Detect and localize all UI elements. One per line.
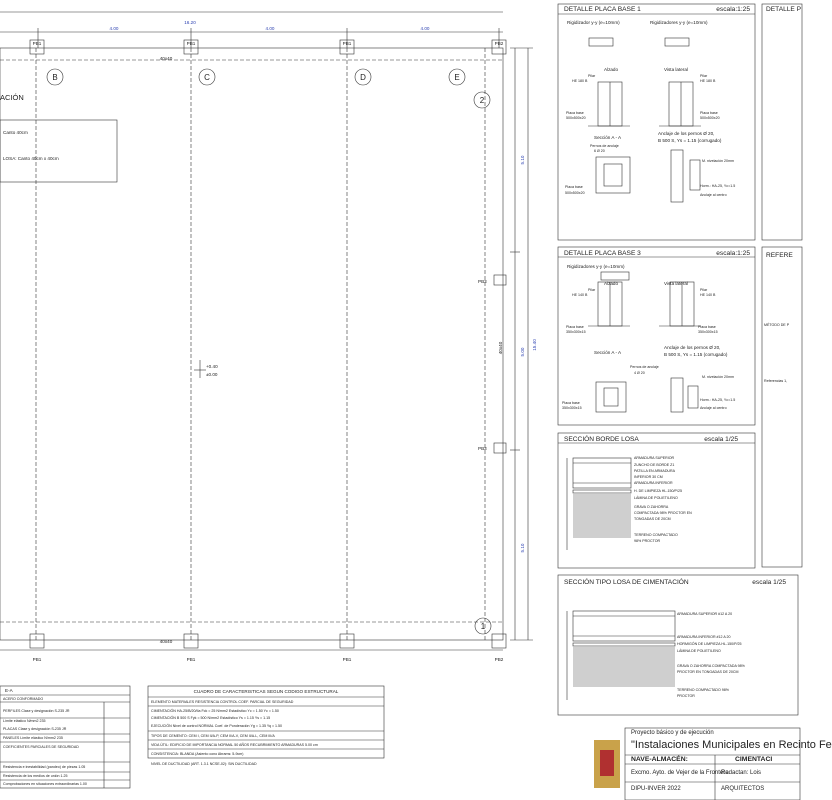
plate-label-bottom: PB1: [342, 657, 352, 662]
plate-label-bottom: PB1: [186, 657, 196, 662]
dim-span-label: 4.00: [265, 26, 275, 31]
borde-label: ARMADURA INFERIOR: [634, 481, 673, 485]
anclaje-centro-label: Anclaje al centro: [700, 193, 727, 197]
characteristics-row: ELEMENTO MATERIALES RESISTENCIA CONTROL COEF. PARCIAL DE SEGURIDAD: [151, 700, 294, 704]
title-block: [625, 728, 832, 800]
borde-label: ARMADURA SUPERIOR: [634, 456, 675, 460]
rigidizador-label: Rigidizadores y-y (e=10mm): [650, 20, 708, 25]
borde-label: GRAVA O ZAHORRA: [634, 505, 669, 509]
characteristics-row: VIDA ÚTIL: EDIFICIO DE IMPORTANCIA NORMAL 50 AÑOS RECUBRIMIENTO ARMADURAS 5.00 cm: [151, 743, 318, 747]
placa-base-label: Placa base: [566, 325, 584, 329]
axis-label: D: [360, 73, 366, 82]
pilar-label: Pilar: [588, 74, 596, 78]
beam-label-bottom: 40x40: [159, 639, 173, 644]
vista-label: Vista lateral: [664, 67, 688, 72]
pernos-dia: 4 Ø 20: [634, 371, 645, 375]
right-dim-label: 5.10: [520, 543, 525, 553]
beam-label-top: 40x40: [159, 56, 173, 61]
anclaje-label: B 500 S, Ys = 1.15 (corrugado): [664, 352, 728, 357]
plate-label-bottom: PB1: [32, 657, 42, 662]
nivelacion-label: M. nivelación 20mm: [702, 159, 734, 163]
tipo-label: GRAVA O ZAHORRA COMPACTADA 98%: [677, 664, 745, 668]
steel-table-row: Comprobaciones en situaciones extraordinarias 1.00: [3, 782, 87, 786]
placa-base-label: Placa base: [566, 111, 584, 115]
metodo-label: MÉTODO DE P: [764, 323, 790, 327]
borde-label: H. DE LIMPIEZA HL-150/P/25: [634, 489, 682, 493]
characteristics-row: EJECUCIÓN Nivel de control NORMAL Coef. de Ponderación Yg = 1.35 Yq = 1.50: [151, 724, 283, 728]
alzado-label: Alzado: [604, 67, 619, 72]
panel-title: REFERE: [766, 252, 793, 259]
placa-base-label: Placa base: [562, 401, 580, 405]
borde-label: LÁMINA DE POLIETILENO: [634, 496, 678, 500]
level-bottom: ±0.00: [206, 372, 218, 377]
borde-slab-section: [573, 458, 631, 488]
pernos-label: Pernos de anclaje: [630, 365, 659, 369]
panel-scale: escala 1/25: [704, 436, 738, 443]
plate-label-side: PB3: [478, 446, 487, 451]
panel-scale: escala:1:25: [716, 250, 750, 257]
tipo-label: ARMADURA SUPERIOR #12 A 20: [677, 612, 733, 616]
right-dim-label: 5.00: [520, 347, 525, 357]
project-name: "Instalaciones Municipales en Recinto Fe: [631, 739, 832, 751]
characteristics-row: CIMENTACIÓN HA-25/B/20/IIa Fck = 25 N/mm2 Estadístico Yc = 1.50 Yc = 1.50: [151, 709, 279, 713]
tipo-label: PROCTOR EN TONGADAS DE 20CM: [677, 670, 739, 674]
characteristics-row: TIPOS DE CEMENTO: CEM I, CEM II/A-P, CEM II/A-V, CEM II/A-L, CEM III/A: [151, 734, 275, 738]
tipo-label: HORMIGÓN DE LIMPIEZA HL-150/P/25: [677, 642, 742, 646]
client-label: Excmo. Ayto. de Vejer de la Frontera: [631, 770, 729, 776]
row-axis-label: 1: [480, 622, 486, 631]
borde-gravel-fill: [573, 494, 631, 538]
project-type: Proyecto básico y de ejecución: [631, 730, 714, 736]
horm-label: Horm.: HA-25, Yc=1.5: [700, 398, 736, 402]
steel-table-row: COEFICIENTES PARCIALES DE SEGURIDAD: [3, 745, 79, 749]
placa-base-dim: 500x500x20: [565, 191, 585, 195]
tipo-label: PROCTOR: [677, 694, 695, 698]
borde-label: INFERIOR 30 CM: [634, 475, 663, 479]
panel-title: DETALLE P: [766, 6, 802, 13]
legend-line: Canto 40cm: [3, 130, 28, 135]
tipo-label: ARMADURA INFERIOR #12 A 20: [677, 635, 731, 639]
steel-table-row: ACERO CONFORMADO: [3, 697, 44, 701]
nivelacion-label: M. nivelación 20mm: [702, 375, 734, 379]
plate-label-top: PB1: [186, 41, 196, 46]
horm-label: Horm.: HA-25, Yc=1.5: [700, 184, 736, 188]
steel-table-title: E-A: [5, 688, 13, 693]
placa-base-label: Placa base: [698, 325, 716, 329]
steel-table-row: PERFILES Clase y designación S-235 JR: [3, 709, 70, 713]
borde-label: COMPACTADA 98% PROCTOR EN: [634, 511, 692, 515]
tipo-label: TERRENO COMPACTADO 98%: [677, 688, 729, 692]
borde-label: TERRENO COMPACTADO: [634, 533, 678, 537]
steel-table-row: Resistencia e inestabilidad (pandeo) de piezas 1.05: [3, 765, 86, 769]
panel-title: DETALLE PLACA BASE 3: [564, 250, 641, 257]
legend-title: ACIÓN: [0, 93, 24, 102]
rigidizador-label: Rigidizadores y-y (e=10mm): [567, 264, 625, 269]
placa-base-dim: 500x500x20: [700, 116, 720, 120]
tipo-label: LÁMINA DE POLIETILENO: [677, 649, 721, 653]
placa-base-dim: 350x300x15: [698, 330, 718, 334]
axis-label: C: [204, 73, 210, 82]
steel-table-row: Resistencia de los medios de unión 1.25: [3, 774, 68, 778]
building-label: NAVE-ALMACÉN:: [631, 756, 688, 763]
architects-label: ARQUITECTOS: [721, 786, 765, 792]
characteristics-row: CIMENTACIÓN B 500 S Fyk = 500 N/mm2 Estadístico Ys = 1.15 Ys = 1.15: [151, 716, 271, 720]
panel-scale: escala:1:25: [716, 6, 750, 13]
seccion-label: Sección A - A: [594, 350, 622, 355]
panel-placa-base-right: [762, 4, 802, 240]
pernos-dia: 6 Ø 20: [594, 149, 605, 153]
placa-base-dim: 350x300x15: [562, 406, 582, 410]
panel-referencias: [762, 247, 802, 567]
vista-label: Vista lateral: [664, 281, 688, 286]
plate-label-top: PB1: [32, 41, 42, 46]
characteristics-table-title: CUADRO DE CARACTERISTICAS SEGUN CODIGO ESTRUCTURAL: [193, 689, 339, 694]
plan-slab-outline: [0, 48, 503, 640]
referencias-label: Referencias 1,: [764, 379, 788, 383]
tipo-slab-section: [573, 611, 675, 641]
pilar-type: HE 180 B: [572, 79, 588, 83]
pilar-type: HE 140 B: [572, 293, 588, 297]
steel-table-row: PANELES Límite elástico N/mm2 235: [3, 736, 63, 740]
borde-label: TONGADAS DE 20CM: [634, 517, 671, 521]
plate-label-top: PB1: [342, 41, 352, 46]
panel-scale: escala 1/25: [752, 579, 786, 586]
steel-table-row: PLACAS Clase y designación S-235 JR: [3, 727, 67, 731]
beam-label-side: 40x40: [498, 341, 503, 355]
placa-base-label: Placa base: [700, 111, 718, 115]
code-label: DIPU-INVER 2022: [631, 786, 681, 792]
anclaje-label: Anclaje de los pernos Ø 20,: [658, 131, 715, 136]
seccion-label: Sección A - A: [594, 135, 622, 140]
axis-label: E: [454, 73, 460, 82]
anclaje-label: B 500 S, Ys = 1.15 (corrugado): [658, 138, 722, 143]
sheet-label: CIMENTACI: [735, 756, 773, 763]
panel-title: SECCIÓN TIPO LOSA DE CIMENTACIÓN: [564, 579, 689, 586]
legend-line: LOSA: Canto 40cm x 40cm: [3, 156, 59, 161]
tipo-gravel-fill: [573, 647, 675, 687]
rigidizador-label: Rigidizador y-y (e=10mm): [567, 20, 620, 25]
plate-label-bottom: PB2: [494, 657, 504, 662]
panel-title: SECCIÓN BORDE LOSA: [564, 436, 639, 443]
steel-table-row: Límite elástico N/mm2 235: [3, 719, 46, 723]
placa-base-label: Placa base: [565, 185, 583, 189]
dim-span-label: 4.00: [420, 26, 430, 31]
borde-label: ZUNCHO DE BORDE Z1: [634, 463, 675, 467]
level-top: +0.40: [206, 364, 218, 369]
alzado-label: Alzado: [604, 281, 619, 286]
dim-span-label: 4.00: [109, 26, 119, 31]
pilar-label: Pilar: [700, 74, 708, 78]
plate-label-top: PB2: [494, 41, 504, 46]
borde-label: 98% PROCTOR: [634, 539, 661, 543]
borde-label: PATILLA EN ARMADURA: [634, 469, 676, 473]
drawn-label: Redactan: Lois: [721, 770, 762, 776]
right-total-label: 15.40: [532, 339, 537, 351]
pilar-label: Pilar: [588, 288, 596, 292]
plate-label-side: PB3: [478, 279, 487, 284]
placa-base-dim: 500x500x20: [566, 116, 586, 120]
dim-total-label: 16.20: [184, 20, 196, 25]
anclaje-centro-label: Anclaje al centro: [700, 406, 727, 410]
pernos-label: Pernos de anclaje: [590, 144, 619, 148]
panel-title: DETALLE PLACA BASE 1: [564, 6, 641, 13]
characteristics-row: CONSISTENCIA: BLANDA (Asiento cono Abrams: 5-9cm): [151, 752, 244, 756]
panel-placa-base-1: [558, 4, 755, 240]
pilar-label: Pilar: [700, 288, 708, 292]
characteristics-row: NIVEL DE DUCTILIDAD (ART. 1.3.1 NCSE-02): SIN DUCTILIDAD: [151, 762, 257, 766]
pilar-type: HE 140 B: [700, 293, 716, 297]
row-axis-label: 2: [479, 96, 485, 105]
pilar-type: HE 180 B: [700, 79, 716, 83]
anclaje-label: Anclaje de los pernos Ø 20,: [664, 345, 721, 350]
right-dim-label: 5.10: [520, 155, 525, 165]
placa-base-dim: 350x300x15: [566, 330, 586, 334]
axis-label: B: [52, 73, 58, 82]
